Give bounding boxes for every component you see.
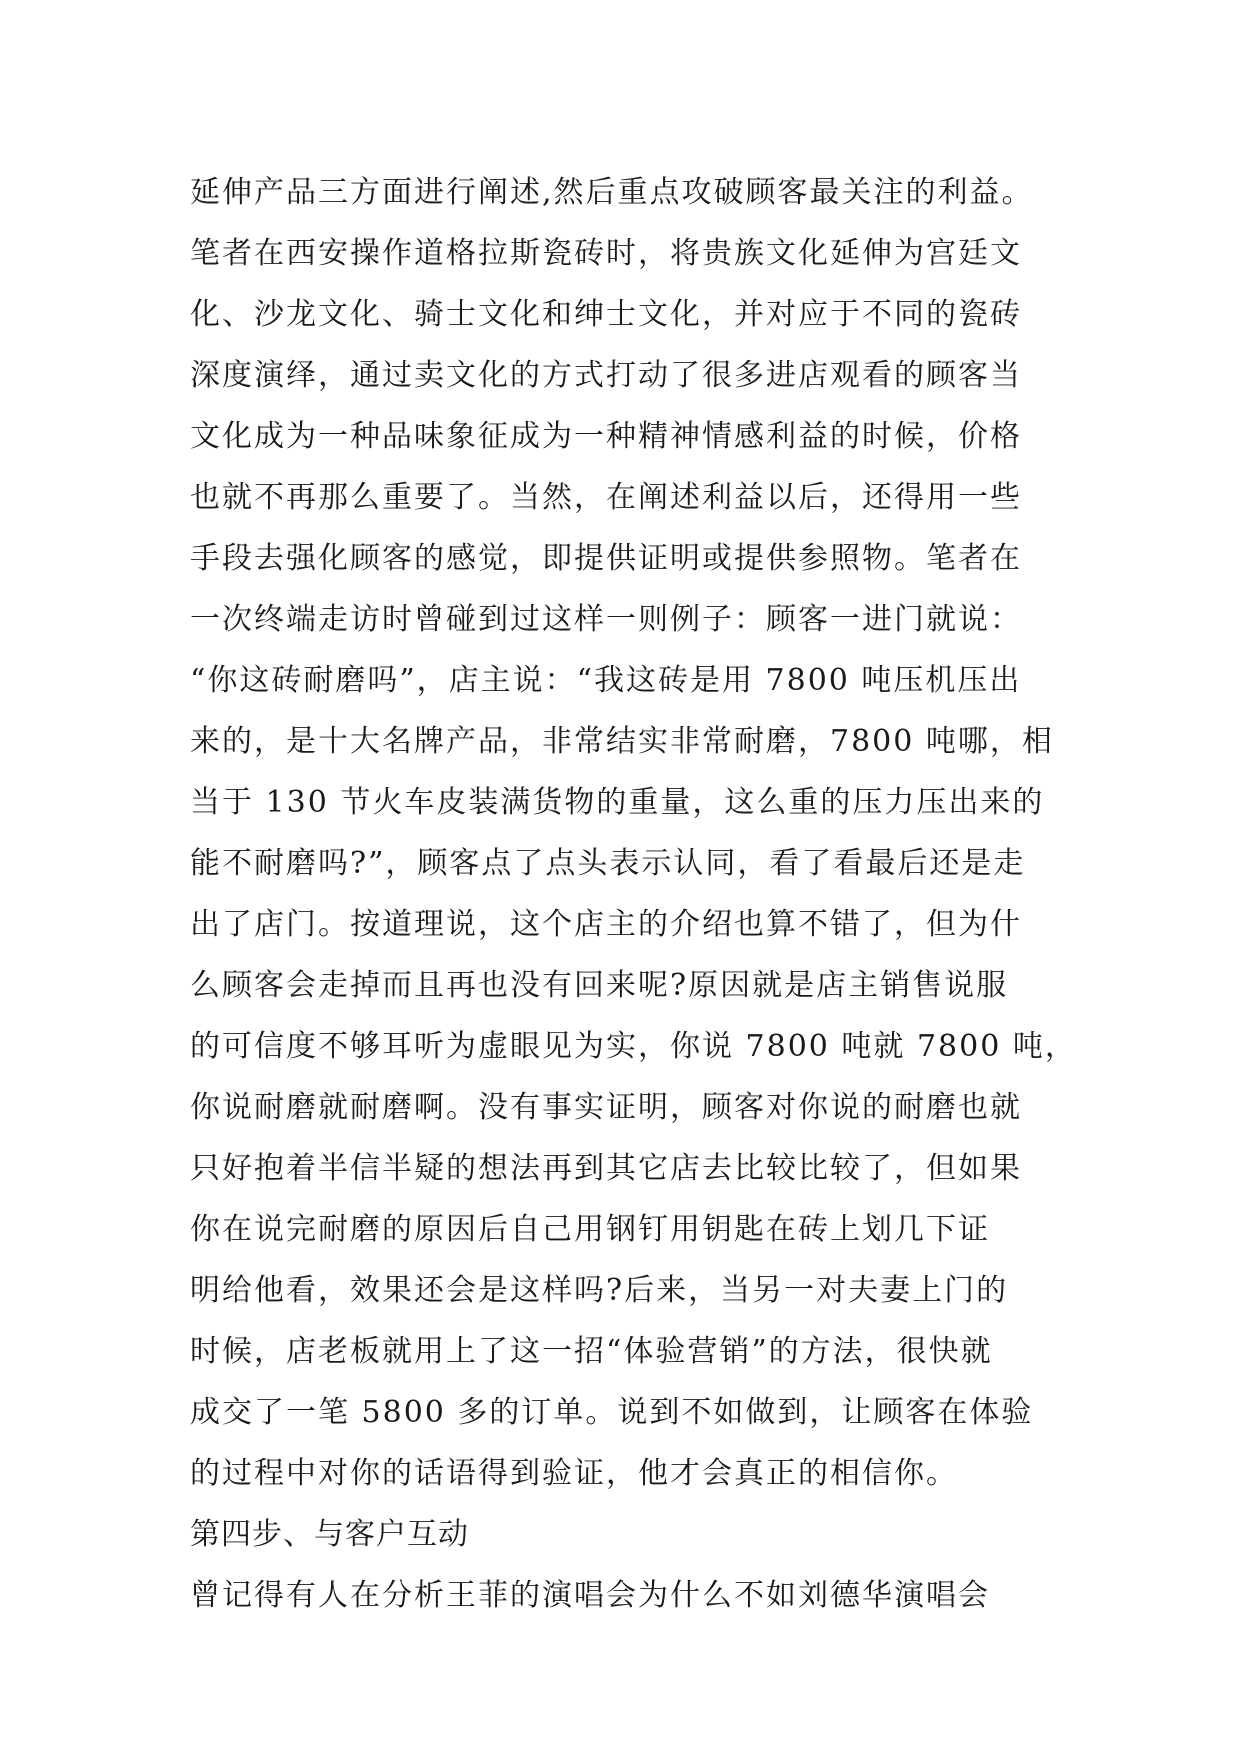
text-line: 只好抱着半信半疑的想法再到其它店去比较比较了，但如果	[190, 1151, 1022, 1186]
text-line: 曾记得有人在分析王菲的演唱会为什么不如刘德华演唱会	[190, 1578, 990, 1613]
text-line: “你这砖耐磨吗”，店主说：“我这砖是用 7800 吨压机压出	[190, 663, 1022, 698]
text-line: 来的，是十大名牌产品，非常结实非常耐磨，7800 吨哪，相	[190, 724, 1054, 759]
text-line: 么顾客会走掉而且再也没有回来呢?原因就是店主销售说服	[190, 968, 1009, 1003]
text-line: 你说耐磨就耐磨啊。没有事实证明，顾客对你说的耐磨也就	[190, 1090, 1022, 1125]
text-line: 深度演绎，通过卖文化的方式打动了很多进店观看的顾客当	[190, 358, 1022, 393]
text-line: 明给他看，效果还会是这样吗?后来，当另一对夫妻上门的	[190, 1273, 1009, 1308]
text-line: 的可信度不够耳听为虚眼见为实，你说 7800 吨就 7800 吨，	[190, 1029, 1077, 1064]
text-line: 文化成为一种品味象征成为一种精神情感利益的时候，价格	[190, 419, 1022, 454]
text-line: 时候，店老板就用上了这一招“体验营销”的方法，很快就	[190, 1334, 993, 1369]
text-line: 一次终端走访时曾碰到过这样一则例子：顾客一进门就说：	[190, 602, 1022, 637]
text-line: 手段去强化顾客的感觉，即提供证明或提供参照物。笔者在	[190, 541, 1022, 576]
text-line: 成交了一笔 5800 多的订单。说到不如做到，让顾客在体验	[190, 1395, 1034, 1430]
section-heading: 第四步、与客户互动	[190, 1517, 469, 1552]
text-line: 出了店门。按道理说，这个店主的介绍也算不错了，但为什	[190, 907, 1022, 942]
text-line: 能不耐磨吗?”，顾客点了点头表示认同，看了看最后还是走	[190, 846, 1026, 881]
text-line: 化、沙龙文化、骑士文化和绅士文化，并对应于不同的瓷砖	[190, 297, 1022, 332]
text-line: 笔者在西安操作道格拉斯瓷砖时，将贵族文化延伸为宫廷文	[190, 236, 1022, 271]
text-line: 你在说完耐磨的原因后自己用钢钉用钥匙在砖上划几下证	[190, 1212, 990, 1247]
text-line: 当于 130 节火车皮装满货物的重量，这么重的压力压出来的	[190, 785, 1045, 820]
text-line: 也就不再那么重要了。当然，在阐述利益以后，还得用一些	[190, 480, 1022, 515]
text-line: 延伸产品三方面进行阐述,然后重点攻破顾客最关注的利益。	[190, 175, 1034, 210]
body-text	[190, 162, 1080, 1626]
text-line: 的过程中对你的话语得到验证，他才会真正的相信你。	[190, 1456, 958, 1491]
